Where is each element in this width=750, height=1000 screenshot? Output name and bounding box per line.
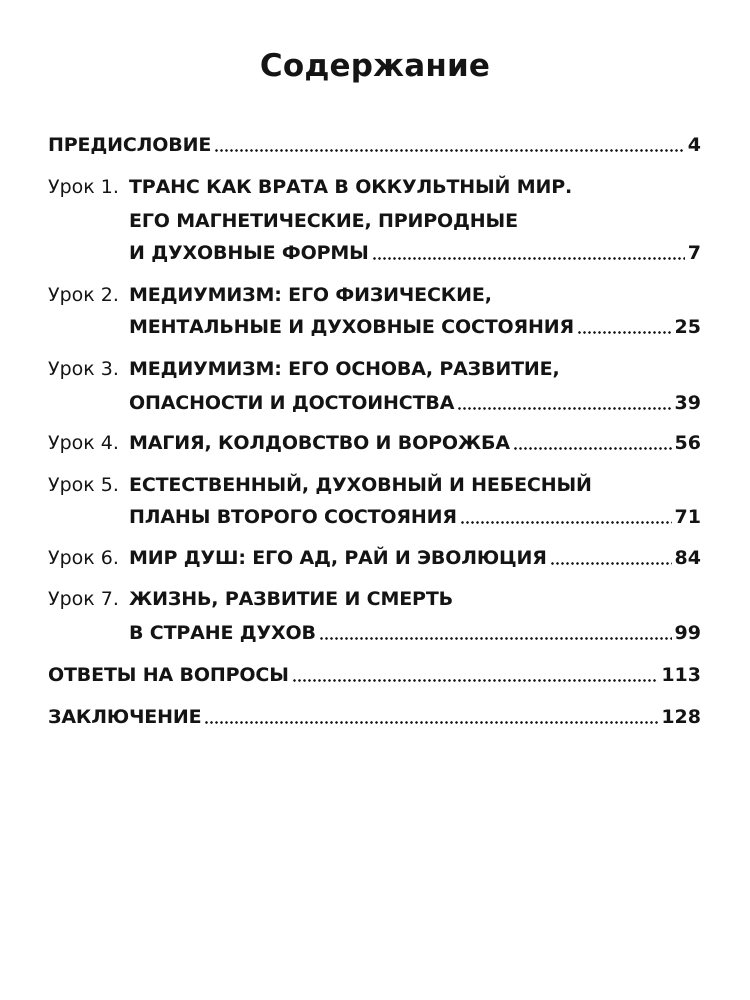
toc-entry-line: [48, 618, 701, 648]
dot-leader: [577, 331, 672, 334]
lesson-number: Урок 1.: [48, 176, 119, 198]
lesson-number: Урок 4.: [48, 432, 119, 454]
page-number: 113: [661, 664, 701, 686]
toc-entry-line: [48, 238, 701, 268]
entry-title: И ДУХОВНЫЕ ФОРМЫ: [129, 242, 369, 264]
dot-leader: [513, 447, 672, 450]
lesson-number: Урок 2.: [48, 284, 119, 306]
dot-leader: [457, 407, 671, 410]
entry-title: МЕНТАЛЬНЫЕ И ДУХОВНЫЕ СОСТОЯНИЯ: [129, 316, 575, 338]
page-number: 84: [674, 547, 701, 569]
lesson-number: Урок 6.: [48, 547, 119, 569]
page-number: 39: [674, 392, 701, 414]
dot-leader: [319, 637, 672, 640]
dot-leader: [550, 562, 672, 565]
entry-title: ЖИЗНЬ, РАЗВИТИЕ И СМЕРТЬ: [129, 588, 453, 610]
page-number: 56: [674, 432, 701, 454]
toc-entry-line: [48, 130, 701, 160]
toc-entry-line: [48, 660, 701, 690]
entry-title: МЕДИУМИЗМ: ЕГО ФИЗИЧЕСКИЕ,: [129, 284, 492, 306]
entry-title: ЕГО МАГНЕТИЧЕСКИЕ, ПРИРОДНЫЕ: [129, 210, 518, 232]
dot-leader: [214, 149, 685, 152]
toc-entry-line: [48, 280, 701, 310]
page-number: 128: [661, 706, 701, 728]
entry-title: ЕСТЕСТВЕННЫЙ, ДУХОВНЫЙ И НЕБЕСНЫЙ: [129, 474, 592, 496]
toc-entry-line: [48, 584, 701, 614]
dot-leader: [372, 257, 685, 260]
entry-title: МЕДИУМИЗМ: ЕГО ОСНОВА, РАЗВИТИЕ,: [129, 358, 560, 380]
page-number: 71: [674, 506, 701, 528]
entry-title: ОТВЕТЫ НА ВОПРОСЫ: [48, 664, 289, 686]
toc-entry-line: [48, 388, 701, 418]
page-number: 99: [674, 622, 701, 644]
lesson-number: Урок 3.: [48, 358, 119, 380]
toc-entry-line: [48, 502, 701, 532]
dot-leader: [292, 679, 659, 682]
entry-title: ОПАСНОСТИ И ДОСТОИНСТВА: [129, 392, 455, 414]
toc-entry-line: [48, 428, 701, 458]
entry-title: В СТРАНЕ ДУХОВ: [129, 622, 316, 644]
toc-entry-line: [48, 702, 701, 732]
entry-title: ЗАКЛЮЧЕНИЕ: [48, 706, 202, 728]
lesson-number: Урок 5.: [48, 474, 119, 496]
page-number: 4: [687, 134, 701, 156]
page-title: Содержание: [259, 48, 491, 84]
toc-entry-line: [48, 470, 701, 500]
toc-entry-line: [48, 543, 701, 573]
page-number: 25: [674, 316, 701, 338]
dot-leader: [460, 521, 672, 524]
toc-entry-line: [48, 354, 701, 384]
page-number: 7: [687, 242, 701, 264]
dot-leader: [204, 721, 658, 724]
entry-title: ТРАНС КАК ВРАТА В ОККУЛЬТНЫЙ МИР.: [129, 176, 573, 198]
toc-entry-line: [48, 206, 701, 236]
toc-entry-line: [48, 172, 701, 202]
toc-entry-line: [48, 312, 701, 342]
entry-title: МАГИЯ, КОЛДОВСТВО И ВОРОЖБА: [129, 432, 510, 454]
entry-title: ПРЕДИСЛОВИЕ: [48, 134, 212, 156]
entry-title: МИР ДУШ: ЕГО АД, РАЙ И ЭВОЛЮЦИЯ: [129, 547, 547, 569]
lesson-number: Урок 7.: [48, 588, 119, 610]
entry-title: ПЛАНЫ ВТОРОГО СОСТОЯНИЯ: [129, 506, 457, 528]
